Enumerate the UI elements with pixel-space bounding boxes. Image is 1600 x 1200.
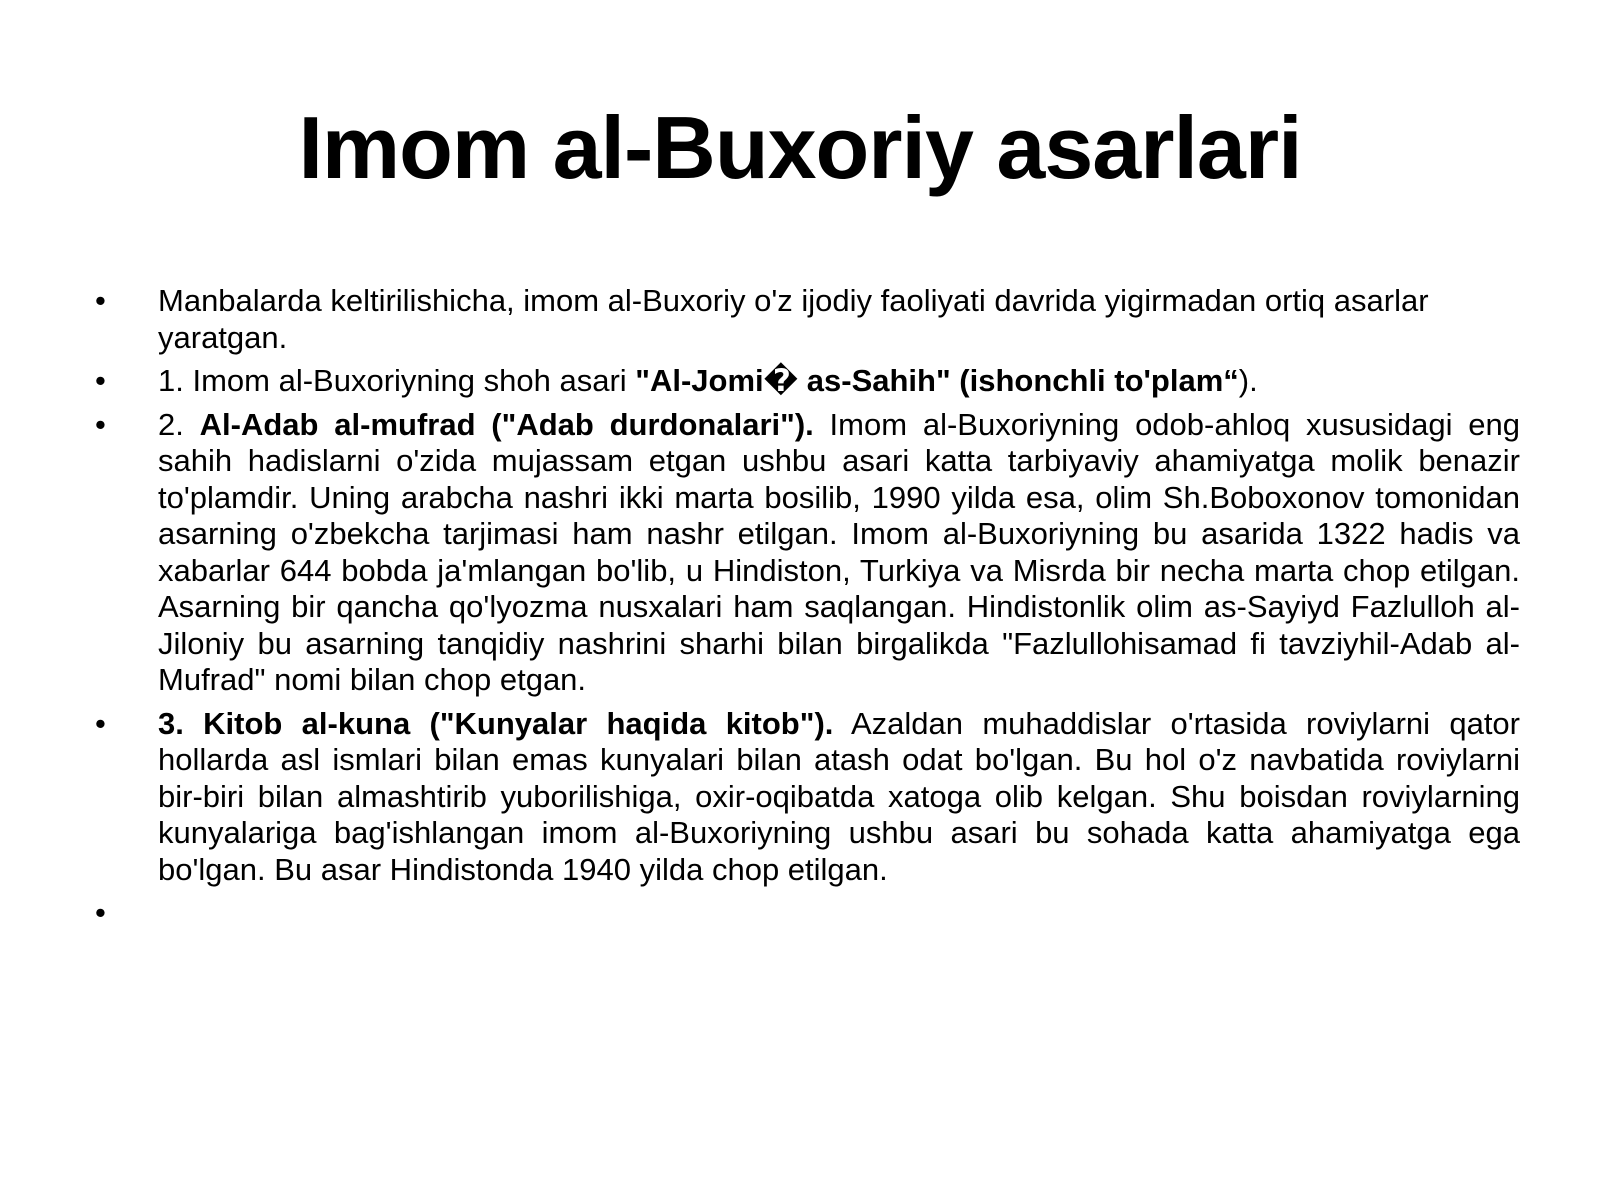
list-item <box>95 706 1520 889</box>
item-text: Manbalarda keltirilishicha, imom al-Buxoriy o'z ijodiy faoliyati davrida yigirmadan ortiq asarlar yaratgan. <box>158 283 1429 355</box>
list-item <box>95 283 1520 356</box>
item-text-suffix: Imom al-Buxoriyning odob-ahloq xususidagi eng sahih hadislarni o'zida mujassam etgan ushbu asari katta tarbiyaviy ahamiyatga molik benazir to'plamdir. Uning arabcha nashri ikki marta bosilib, 1990 yilda esa, olim Sh.Boboxonov tomonidan asarning o'zbekcha tarjimasi ham nashr etilgan. Imom al-Buxoriyning bu asarida 1322 hadis va xabarlar 644 bobda ja'mlangan bo'lib, u Hindiston, Turkiya va Misrda bir necha marta chop etilgan. Asarning bir qancha qo'lyozma nusxalari ham saqlangan. Hindistonlik olim as-Sayiyd Fazlulloh al-Jiloniy bu asarning tanqidiy nashrini sharhi bilan birgalikda "Fazlullohisamad fi tavziyhil-Adab al-Mufrad" nomi bilan chop etgan. <box>158 406 1520 697</box>
list-item <box>95 407 1520 699</box>
slide-title: Imom al-Buxoriy asarlari <box>298 98 1302 197</box>
item-bold-text: "Al-Jomi� as-Sahih" (ishonchli to'plam“ <box>635 363 1239 398</box>
item-bold-text: Al-Adab al-mufrad ("Adab durdonalari"). <box>199 406 814 442</box>
item-text: 2. <box>158 406 200 442</box>
bullet-dot-icon: • <box>95 895 106 930</box>
item-text: 1. Imom al-Buxoriyning shoh asari <box>158 363 636 398</box>
bullet-dot-icon: • <box>95 363 106 398</box>
item-text-suffix: Azaldan muhaddislar o'rtasida roviylarni qator hollarda asl ismlari bilan emas kunyalari bilan atash odat bo'lgan. Bu hol o'z navbatida roviylarni bir-biri bilan almashtirib yuborilishiga, oxir-oqibatda xatoga olib kelgan. Shu boisdan roviylarning kunyalariga bag'ishlangan imom al-Buxoriyning ushbu asari bu sohada katta ahamiyatga ega bo'lgan. Bu asar Hindistonda 1940 yilda chop etilgan. <box>158 705 1520 887</box>
item-text-suffix: ). <box>1238 363 1258 398</box>
bullet-list <box>95 283 1520 939</box>
bullet-dot-icon: • <box>95 406 106 442</box>
bullet-dot-icon: • <box>95 705 106 741</box>
bullet-dot-icon: • <box>95 283 106 318</box>
list-item <box>95 363 1520 400</box>
list-item-empty <box>95 895 1520 932</box>
item-bold-text: 3. Kitob al-kuna ("Kunyalar haqida kitob"). <box>158 705 834 741</box>
